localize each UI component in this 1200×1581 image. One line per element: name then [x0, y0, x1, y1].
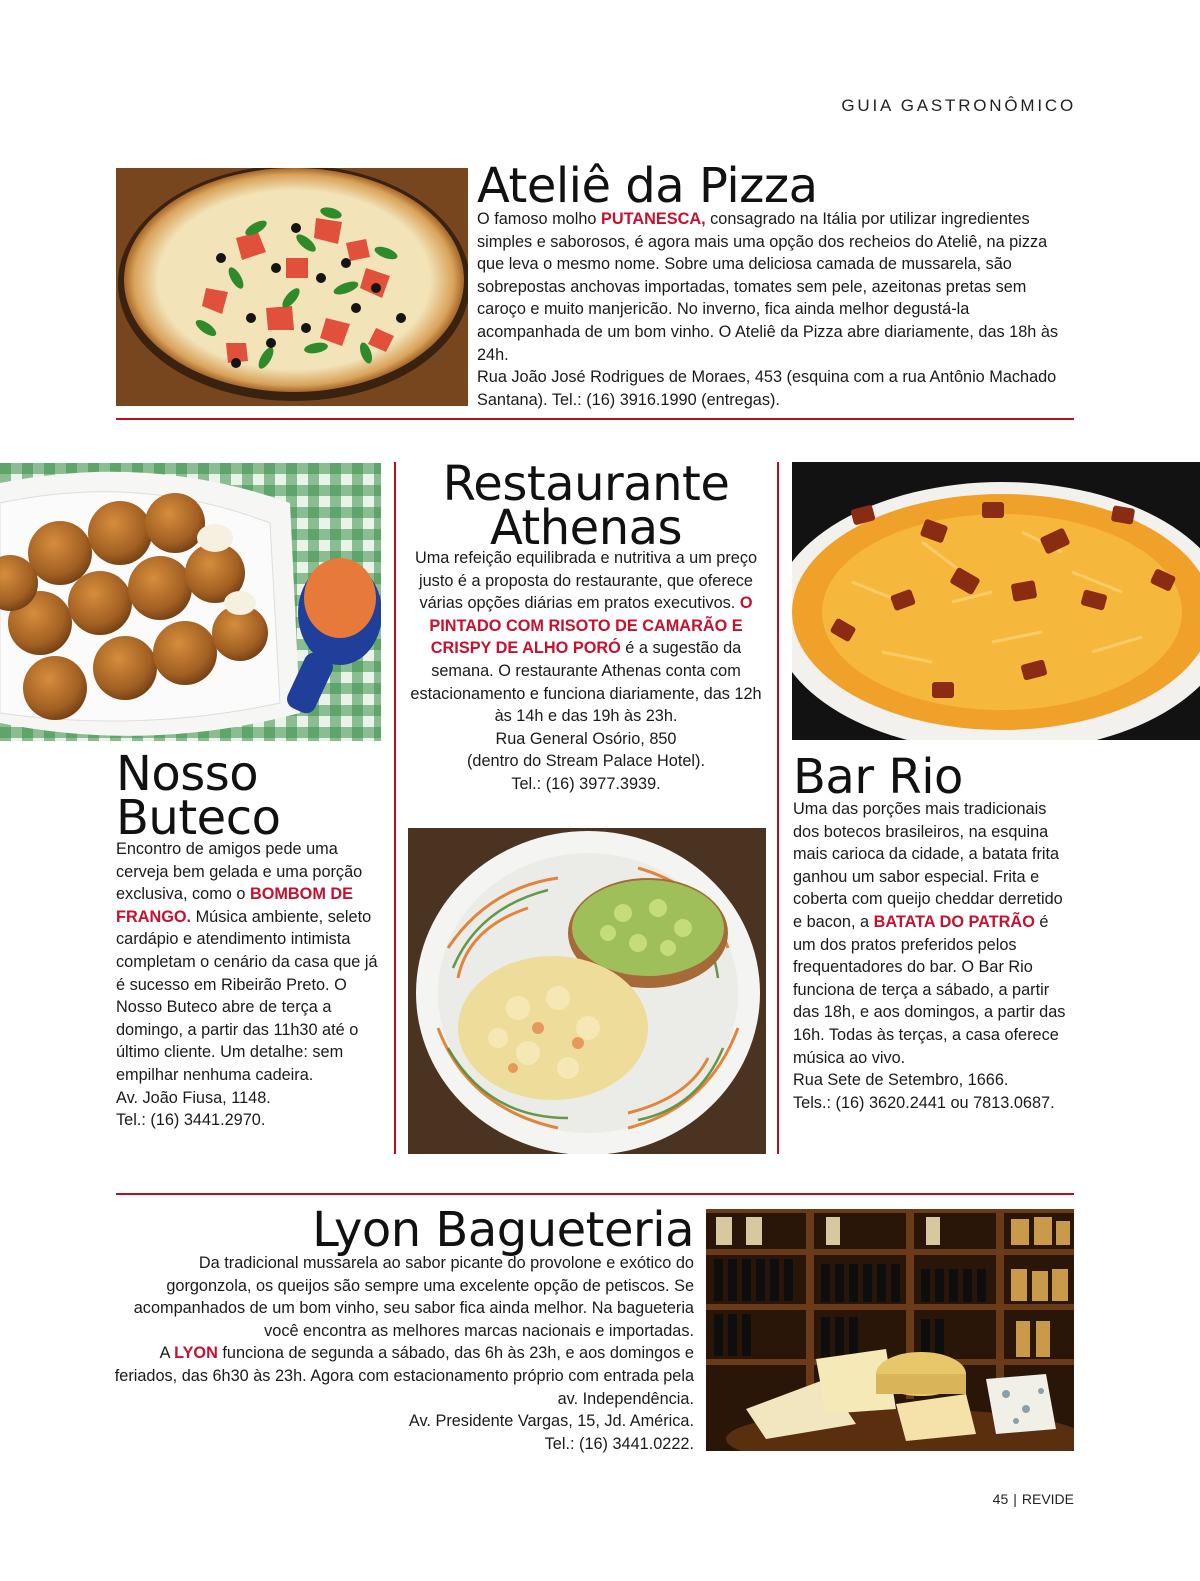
- page-number: 45: [992, 1491, 1009, 1507]
- athenas-address-line1: Rua General Osório, 850: [495, 729, 677, 748]
- column-divider-left: [394, 462, 396, 1154]
- athenas-title: [410, 456, 762, 556]
- chicken-bonbon-photo: [0, 463, 381, 741]
- bar-rio-address: Rua Sete de Setembro, 1666.: [793, 1071, 1009, 1090]
- atelie-description: [477, 208, 1067, 411]
- cheddar-fries-photo: [792, 462, 1200, 740]
- lyon-highlight: LYON: [174, 1344, 218, 1363]
- bar-rio-title: Bar Rio: [793, 749, 963, 805]
- athenas-text-body: é a sugestão da semana. O restaurante Athenas conta com estacionamento e funciona diariamente, das 12h às 14h e das 19h às 23h.: [410, 639, 762, 726]
- page-footer: [993, 1491, 1074, 1507]
- fish-risotto-photo: [408, 828, 766, 1154]
- lyon-text-p1: Da tradicional mussarela ao sabor picante do provolone e exótico do gorgonzola, os queijos são sempre uma excelente opção de petiscos. Se acompanhados de um bom vinho, seu sabor fica ainda melhor. Na bagueteria você encontra as melhores marcas nacionais e importadas.: [133, 1254, 694, 1340]
- buteco-description: [116, 838, 381, 1132]
- bar-rio-phone: Tels.: (16) 3620.2441 ou 7813.0687.: [793, 1093, 1055, 1112]
- bar-rio-description: [793, 798, 1073, 1114]
- lyon-title: Lyon Bagueteria: [312, 1202, 694, 1258]
- cheese-shop-photo: [706, 1209, 1074, 1451]
- lyon-description: [112, 1252, 694, 1455]
- lyon-text-p2-body: funciona de segunda a sábado, das 6h às 23h, e aos domingos e feriados, das 6h30 às 23h. Agora com estacionamento próprio com entrada pela av. Independência.: [114, 1344, 694, 1408]
- atelie-text-body: consagrado na Itália por utilizar ingredientes simples e saborosos, é agora mais uma opção dos recheios do Ateliê, na pizza que leva o mesmo nome. Sobre uma deliciosa camada de mussarela, são sobrepostas anchovas importadas, tomates sem pele, azeitonas pretas sem caroço e muito manjericão. No inverno, fica ainda melhor degustá-la acompanhada de um bom vinho. O Ateliê da Pizza abre diariamente, das 18h às 24h.: [477, 210, 1059, 364]
- athenas-highlight: O PINTADO COM RISOTO DE CAMARÃO E CRISPY DE ALHO PORÓ: [429, 594, 753, 658]
- buteco-title: [116, 746, 386, 846]
- athenas-title-line1: Restaurante: [442, 456, 730, 512]
- column-divider-right: [777, 462, 779, 1154]
- magazine-name: REVIDE: [1021, 1491, 1074, 1507]
- athenas-description: [410, 547, 762, 796]
- buteco-address: Av. João Fiusa, 1148.: [116, 1088, 271, 1107]
- athenas-address-line2: (dentro do Stream Palace Hotel).: [466, 752, 705, 771]
- buteco-title-line2: Buteco: [116, 790, 281, 846]
- bar-rio-text-intro: Uma das porções mais tradicionais dos botecos brasileiros, na esquina mais carioca da cidade, a batata frita ganhou um sabor especial. Frita e coberta com queijo cheddar derretido e bacon, a: [793, 800, 1063, 931]
- buteco-highlight: BOMBOM DE FRANGO.: [116, 885, 354, 926]
- lyon-text-p2-intro: A: [159, 1344, 175, 1363]
- buteco-text-body: Música ambiente, seleto cardápio e atendimento intimista completam o cenário da casa que já é sucesso em Ribeirão Preto. O Nosso Buteco abre de terça a domingo, a partir das 11h30 até o último cliente. Um detalhe: sem empilhar nenhuma cadeira.: [116, 907, 378, 1084]
- bar-rio-highlight: BATATA DO PATRÃO: [873, 912, 1035, 931]
- lyon-address: Av. Presidente Vargas, 15, Jd. América.: [408, 1412, 694, 1431]
- buteco-phone: Tel.: (16) 3441.2970.: [116, 1111, 266, 1130]
- atelie-text-intro: O famoso molho: [477, 210, 601, 228]
- bar-rio-text-body: é um dos pratos preferidos pelos frequentadores do bar. O Bar Rio funciona de terça a sábado, a partir das 18h, e aos domingos, a partir das 16h. Todas às terças, a casa oferece música ao vivo.: [793, 912, 1066, 1067]
- divider-top: [116, 418, 1074, 420]
- atelie-title: Ateliê da Pizza: [477, 158, 818, 214]
- athenas-title-line2: Athenas: [489, 500, 683, 556]
- section-label: GUIA GASTRONÔMICO: [841, 96, 1076, 115]
- footer-separator: |: [1013, 1491, 1017, 1507]
- lyon-phone: Tel.: (16) 3441.0222.: [544, 1434, 694, 1453]
- pizza-photo: [116, 168, 468, 406]
- atelie-highlight: PUTANESCA,: [600, 210, 706, 228]
- divider-bottom: [116, 1193, 1074, 1195]
- athenas-phone: Tel.: (16) 3977.3939.: [511, 774, 661, 793]
- atelie-address: Rua João José Rodrigues de Moraes, 453 (esquina com a rua Antônio Machado Santana). Tel.: (16) 3916.1990 (entregas).: [477, 368, 1057, 409]
- athenas-text-intro: Uma refeição equilibrada e nutritiva a um preço justo é a proposta do restaurante, que oferece várias opções diárias em pratos executivos.: [414, 549, 758, 613]
- buteco-title-line1: Nosso: [116, 746, 259, 802]
- buteco-text-intro: Encontro de amigos pede uma cerveja bem gelada e uma porção exclusiva, como o: [116, 840, 363, 904]
